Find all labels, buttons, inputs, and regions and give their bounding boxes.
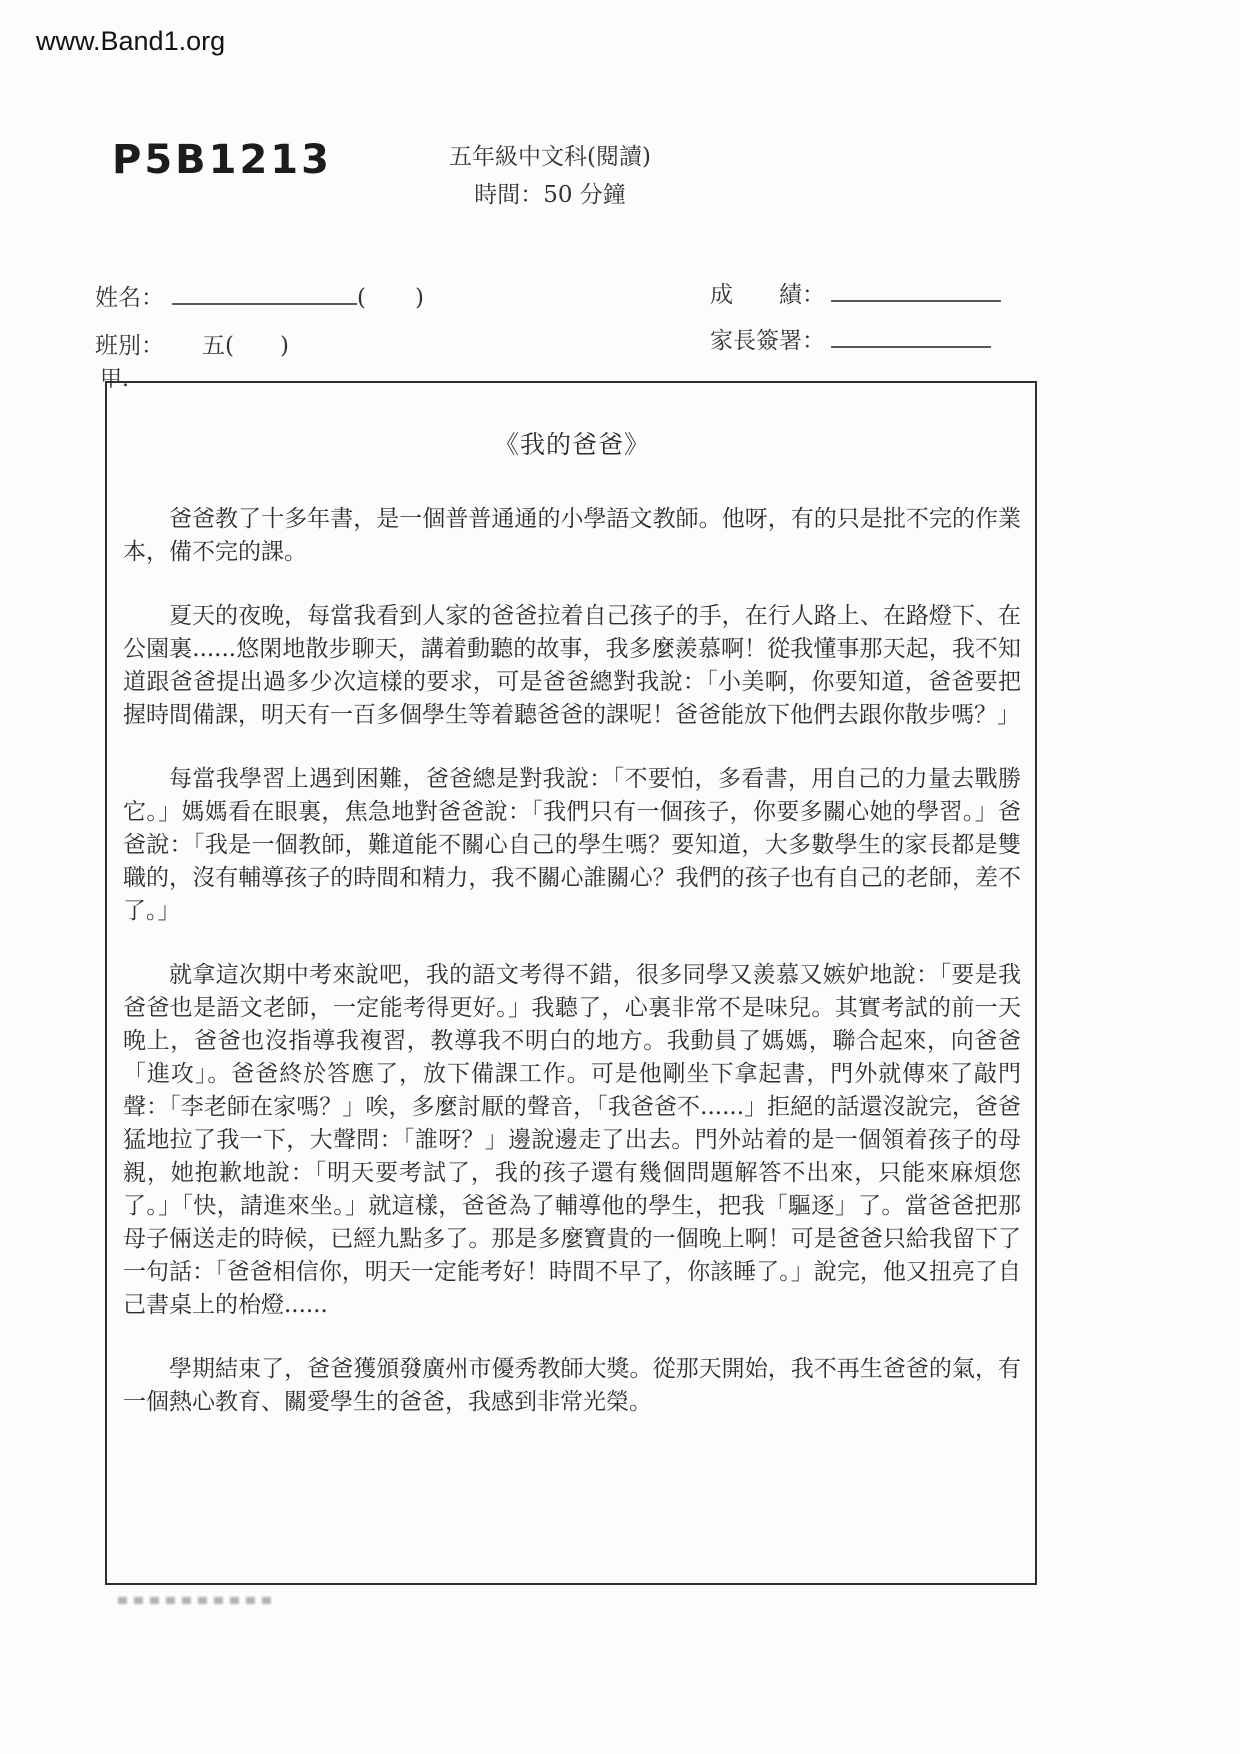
section-marker: 甲. [100, 367, 129, 392]
parent-signature-label: 家長簽署： [710, 328, 825, 354]
reading-passage-box [105, 381, 1037, 1585]
faded-footer-smudge [118, 1597, 278, 1604]
class-field-row [95, 327, 289, 360]
passage-title: 《我的爸爸》 [493, 430, 650, 459]
name-field-row [95, 279, 425, 312]
exam-duration: 時間：50 分鐘 [474, 182, 626, 208]
passage-paragraph: 學期結束了，爸爸獲頒發廣州市優秀教師大獎。從那天開始，我不再生爸爸的氣，有一個熱心教育、關愛學生的爸爸，我感到非常光榮。 [123, 1356, 1021, 1415]
score-blank-line [831, 278, 1001, 302]
passage-paragraph: 就拿這次期中考來說吧，我的語文考得不錯，很多同學又羨慕又嫉妒地說：「要是我爸爸也是語文老師，一定能考得更好。」我聽了，心裏非常不是味兒。其實考試的前一天晚上，爸爸也沒指導我複習，教導我不明白的地方。我動員了媽媽，聯合起來，向爸爸「進攻」。爸爸終於答應了，放下備課工作。可是他剛坐下拿起書，門外就傳來了敲門聲：「李老師在家嗎？」唉，多麼討厭的聲音，「我爸爸不......」拒絕的話還沒說完，爸爸猛地拉了我一下，大聲問：「誰呀？」邊說邊走了出去。門外站着的是一個領着孩子的母親，她抱歉地說：「明天要考試了，我的孩子還有幾個問題解答不出來，只能來麻煩您了。」「快，請進來坐。」就這樣，爸爸為了輔導他的學生，把我「驅逐」了。當爸爸把那母子倆送走的時候，已經九點多了。那是多麼寶貴的一個晚上啊！可是爸爸只給我留下了一句話：「爸爸相信你，明天一定能考好！時間不早了，你該睡了。」說完，他又扭亮了自己書桌上的枱燈...... [123, 962, 1021, 1318]
site-watermark: www.Band1.org [36, 26, 226, 56]
passage-paragraph: 夏天的夜晚，每當我看到人家的爸爸拉着自己孩子的手，在行人路上、在路燈下、在公園裏......悠閑地散步聊天，講着動聽的故事，我多麼羨慕啊！從我懂事那天起，我不知道跟爸爸提出過多少次這樣的要求，可是爸爸總對我說：「小美啊，你要知道，爸爸要把握時間備課，明天有一百多個學生等着聽爸爸的課呢！爸爸能放下他們去跟你散步嗎？」 [123, 603, 1021, 728]
exam-header [380, 138, 720, 214]
class-label: 班別： [95, 333, 164, 359]
name-blank-line [172, 281, 357, 305]
class-value: 五( ) [202, 333, 289, 359]
name-paren: ( ) [357, 285, 425, 311]
paper-code: P5B1213 [112, 137, 332, 180]
parent-signature-row [710, 322, 991, 355]
name-label: 姓名： [95, 285, 164, 311]
passage-paragraph: 每當我學習上遇到困難，爸爸總是對我說：「不要怕，多看書，用自己的力量去戰勝它。」媽媽看在眼裏，焦急地對爸爸說：「我們只有一個孩子，你要多關心她的學習。」爸爸說：「我是一個教師，難道能不關心自己的學生嗎？要知道，大多數學生的家長都是雙職的，沒有輔導孩子的時間和精力，我不關心誰關心？我們的孩子也有自己的老師，差不了。」 [123, 766, 1021, 924]
parent-signature-blank-line [831, 324, 991, 348]
passage-paragraph: 爸爸教了十多年書，是一個普普通通的小學語文教師。他呀，有的只是批不完的作業本，備不完的課。 [123, 506, 1021, 565]
score-field-row [710, 276, 1001, 309]
exam-title: 五年級中文科(閱讀) [449, 144, 651, 170]
score-label: 成 績： [710, 282, 825, 308]
